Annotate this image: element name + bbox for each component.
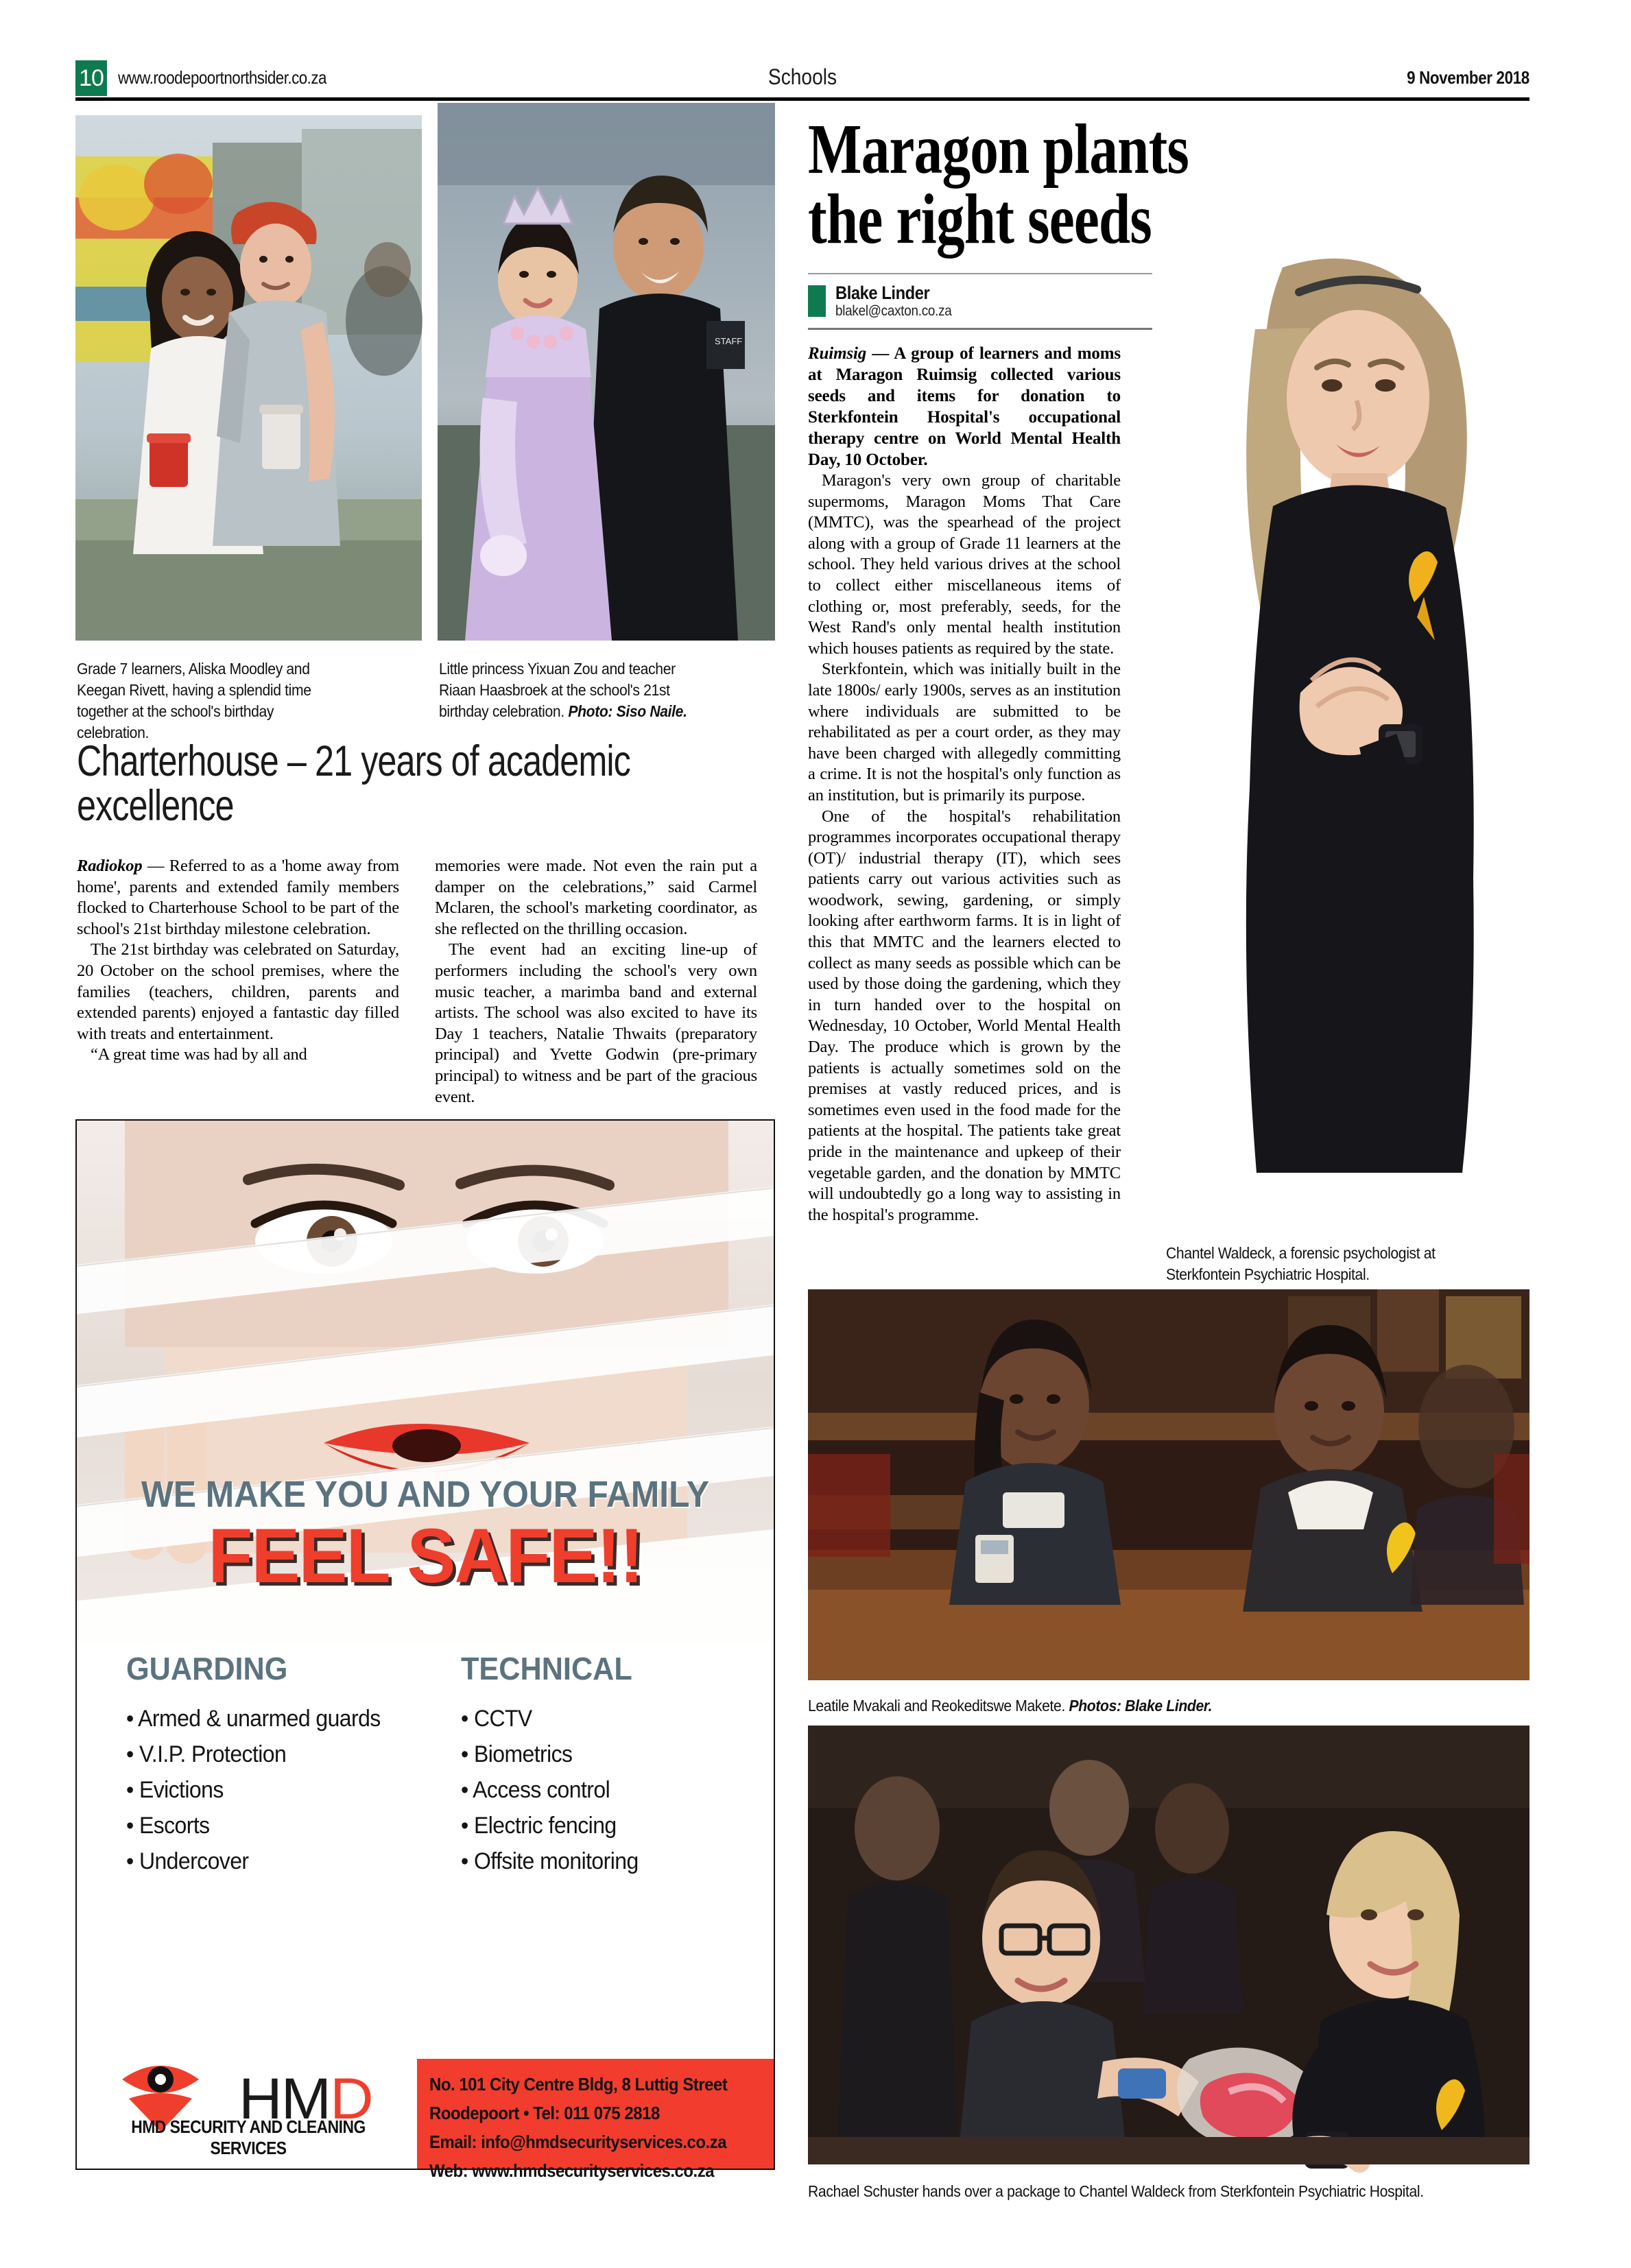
hmd-security-ad[interactable] [75, 1119, 775, 2181]
main-article-lead: — A group of learners and moms at Maragon Ruimsig collected various seeds and items for donation to Sterkfontein Hospital's occupational therapy centre on World Mental Health Day, 10 October. [808, 344, 1121, 469]
charterhouse-body-column-2 [435, 856, 757, 1108]
main-headline-line-1: Maragon plants [808, 110, 1189, 189]
byline-author-name: Blake Linder [835, 283, 930, 303]
page-number: 10 [75, 60, 107, 96]
grade-7-learners-caption: Grade 7 learners, Aliska Moodley and Keegan Rivett, having a splendid time together at the school's birthday celebration. [77, 660, 311, 741]
hmd-logo-d: D [329, 2066, 372, 2131]
rachael-schuster-caption: Rachael Schuster hands over a package to Chantel Waldeck from Sterkfontein Psychiatric Hospital. [808, 2182, 1424, 2200]
ad-slogan-line-2: FEEL SAFE!! [208, 1513, 643, 1599]
masthead-divider [75, 97, 1529, 101]
main-article-body [808, 343, 1121, 1226]
grade-7-learners-photo [75, 115, 422, 641]
ad-technical-item: • Offsite monitoring [461, 1848, 639, 1874]
masthead-website-url: www.roodepoortnorthsider.co.za [118, 67, 326, 88]
ad-technical-item: • CCTV [461, 1706, 532, 1732]
ad-guarding-heading: GUARDING [126, 1651, 288, 1686]
masthead-section-title: Schools [767, 64, 837, 89]
little-princess-photo [438, 103, 775, 641]
rachael-schuster-handover-photo [808, 1726, 1529, 2164]
ad-technical-item: • Electric fencing [461, 1813, 617, 1839]
chantel-waldeck-caption: Chantel Waldeck, a forensic psychologist at Sterkfontein Psychiatric Hospital. [1166, 1244, 1436, 1283]
ad-technical-column [461, 1650, 650, 1879]
leatile-photo-credit: Photos: Blake Linder. [1069, 1697, 1213, 1715]
chantel-waldeck-photo [1152, 226, 1536, 1221]
ad-phone-line: Roodepoort • Tel: 011 075 2818 [429, 2103, 660, 2123]
hmd-logo-caption: HMD SECURITY AND CLEANING SERVICES [131, 2116, 366, 2158]
ad-contact-block[interactable] [417, 2059, 774, 2181]
charterhouse-col1-p1: — Referred to as a 'home away from home', parents and extended family members flocked to Charterhouse School to be part of the school's 21st birthday milestone celebration. [77, 857, 399, 938]
ad-address-line: No. 101 City Centre Bldg, 8 Luttig Street [429, 2074, 728, 2094]
byline-author-email[interactable]: blakel@caxton.co.za [835, 303, 952, 319]
ad-technical-item: • Access control [461, 1777, 610, 1803]
ad-footer [77, 2059, 774, 2181]
ad-guarding-item: • Evictions [126, 1777, 224, 1803]
ad-technical-item: • Biometrics [461, 1741, 573, 1767]
charterhouse-headline: Charterhouse – 21 years of academic excellence [77, 737, 630, 830]
byline-marker-icon [808, 285, 826, 317]
leatile-reokeditswe-photo [808, 1289, 1529, 1680]
hmd-logo-hm: HM [239, 2066, 330, 2131]
ad-guarding-item: • V.I.P. Protection [126, 1741, 287, 1767]
charterhouse-body-column-1 [77, 856, 399, 1066]
charterhouse-col2-p2: The event had an exciting line-up of performers including the school's very own music teacher, a marimba band and external artists. The school was also excited to have its Day 1 teachers, Natalie Thwaits (preparatory principal) and Yvette Godwin (pre-primary principal) to witness and be part of the gracious event. [435, 940, 757, 1106]
main-headline-line-2: the right seeds [808, 180, 1152, 259]
ad-website-line: Web: www.hmdsecurityservices.co.za [429, 2160, 715, 2181]
ad-guarding-item: • Undercover [126, 1848, 249, 1874]
byline-bottom-divider [808, 328, 1192, 330]
masthead-date: 9 November 2018 [1407, 67, 1529, 88]
charterhouse-col1-p2: The 21st birthday was celebrated on Saturday, 20 October on the school premises, where the families (teachers, children, parents and extended parents) enjoyed a fantastic day filled with treats and entertainment. [77, 940, 399, 1043]
ad-services-lists [77, 1650, 774, 1938]
charterhouse-col2-p1: memories were made. Not even the rain put a damper on the celebrations,” said Carmel Mclaren, the school's marketing coordinator, as she reflected on the thrilling occasion. [435, 857, 757, 938]
main-article-p1: Maragon's very own group of charitable supermoms, Maragon Moms That Care (MMTC), was the spearhead of the project along with a group of Grade 11 learners at the school. They held various drives at the school to collect either miscellaneous items of clothing or, most preferably, seeds, for the West Rand's only mental health institution which houses patients as required by the state. [808, 471, 1121, 658]
hmd-logo [77, 2059, 420, 2169]
byline-top-divider [808, 273, 1192, 274]
ad-email-line: Email: info@hmdsecurityservices.co.za [429, 2132, 727, 2152]
little-princess-caption-text: Little princess Yixuan Zou and teacher Riaan Haasbroek at the school's 21st birthday celebration. [439, 660, 676, 720]
ad-slogan-line-1: WE MAKE YOU AND YOUR FAMILY [141, 1474, 710, 1515]
charterhouse-kicker: Radiokop [77, 857, 143, 875]
svg-text:STAFF: STAFF [715, 336, 743, 346]
masthead [75, 60, 1529, 96]
main-article-p3: One of the hospital's rehabilitation programmes incorporates occupational therapy (OT)/ industrial therapy (IT), which sees patients carry out various activities such as woodwork, sewing, gardening, or simply looking after earthworm farms. It is in light of this that MMTC and the learners elected to collect as many seeds as possible which can be used by those doing the gardening, which they in turn handed over to the hospital on Wednesday, 10 October, World Mental Health Day. The produce which is grown by the patients is actually sometimes sold on the premises at vastly reduced prices, and is sometimes even used in the food made for the patients at the hospital. The patients take great pride in the maintenance and upkeep of their vegetable garden, and the donation by MMTC will undoubtedly go a long way to assisting in the hospital's programme. [808, 807, 1121, 1224]
leatile-caption-text: Leatile Mvakali and Reokeditswe Makete. [808, 1697, 1069, 1715]
main-article-p2: Sterkfontein, which was initially built in the late 1800s/ early 1900s, serves as an institution where individuals are submitted to be rehabilitated as per a court order, as they may have been charged with allegedly committing a crime. It is not the hospital's only function as an institution, but is primarily its purpose. [808, 660, 1121, 804]
ad-guarding-item: • Armed & unarmed guards [126, 1706, 381, 1732]
little-princess-photo-credit: Photo: Siso Naile. [568, 702, 687, 720]
leatile-reokeditswe-caption [808, 1695, 1477, 1717]
ad-technical-heading: TECHNICAL [461, 1651, 632, 1686]
main-article-kicker: Ruimsig [808, 344, 867, 363]
charterhouse-col1-p3: “A great time was had by all and [91, 1045, 307, 1064]
ad-guarding-column [126, 1650, 396, 1879]
byline [808, 283, 1192, 331]
ad-guarding-item: • Escorts [126, 1813, 210, 1839]
little-princess-caption [439, 658, 711, 722]
